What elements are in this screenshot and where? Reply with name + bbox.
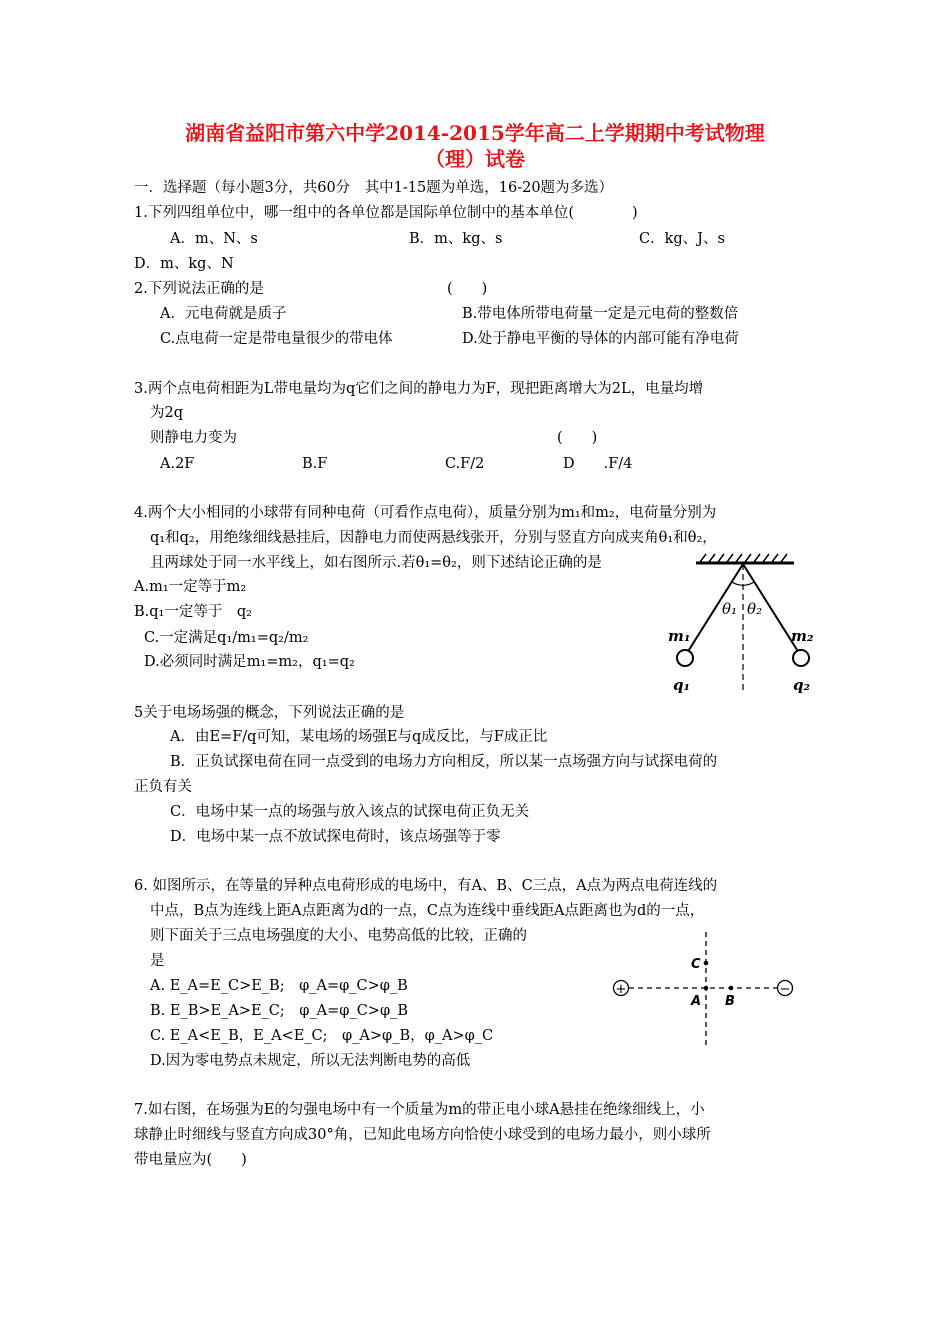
q4-stem-line2: q₁和q₂，用绝缘细线悬挂后，因静电力而使两悬线张开，分别与竖直方向成夹角θ₁和θ₂， — [150, 530, 717, 546]
q6-dipole-figure — [605, 930, 805, 1050]
q6-option-c: C. E_A<E_B，E_A<E_C; φ_A>φ_B，φ_A>φ_C — [150, 1028, 494, 1044]
q2-option-a: A．元电荷就是质子 — [160, 306, 287, 322]
q3-stem-line2: 为2q — [150, 405, 184, 421]
q2-option-d: D.处于静电平衡的导体的内部可能有净电荷 — [462, 331, 739, 347]
q6-stem-line1: 6. 如图所示，在等量的异种点电荷形成的电场中，有A、B、C三点，A点为两点电荷连线的 — [134, 878, 718, 894]
q5-option-c: C．电场中某一点的场强与放入该点的试探电荷正负无关 — [170, 804, 530, 820]
label-theta2: θ₂ — [747, 600, 763, 618]
label-b: B — [725, 994, 735, 1009]
label-a: A — [691, 994, 702, 1009]
q5-option-a: A．由E=F/q可知，某电场的场强E与q成反比，与F成正比 — [170, 729, 548, 745]
q2-option-c: C.点电荷一定是带电量很少的带电体 — [160, 331, 393, 347]
q1-option-a: A．m、N、s — [170, 231, 258, 247]
q6-stem-line3: 则下面关于三点电场强度的大小、电势高低的比较，正确的 — [150, 928, 527, 944]
q1-option-b: B．m、kg、s — [409, 231, 503, 247]
point-b — [729, 986, 734, 991]
q6-option-b: B. E_B>E_A>E_C; φ_A=φ_C>φ_B — [150, 1003, 409, 1019]
q3-option-b: B.F — [302, 456, 328, 472]
q3-option-c: C.F/2 — [445, 456, 485, 472]
q2-option-b: B.带电体所带电荷量一定是元电荷的整数倍 — [462, 306, 739, 322]
q7-stem-line3: 带电量应为( ) — [134, 1152, 247, 1168]
q6-option-d: D.因为零电势点未规定，所以无法判断电势的高低 — [150, 1053, 471, 1069]
q6-stem-line2: 中点，B点为连线上距A点距离为d的一点，C点为连线中垂线距A点距离也为d的一点， — [150, 903, 705, 919]
q3-stem-line3: 则静电力变为 — [150, 430, 237, 446]
q5-option-b-line1: B．正负试探电荷在同一点受到的电场力方向相反，所以某一点场强方向与试探电荷的 — [170, 754, 718, 770]
point-c — [704, 961, 709, 966]
q5-stem: 5关于电场场强的概念，下列说法正确的是 — [134, 705, 405, 721]
q3-option-a: A.2F — [160, 456, 195, 472]
q5-option-b-line2: 正负有关 — [134, 779, 192, 795]
label-m2: m₂ — [791, 627, 814, 645]
q2-paren: ( ) — [447, 281, 488, 297]
q1-option-c: C．kg、J、s — [639, 231, 725, 247]
q7-stem-line1: 7.如右图，在场强为E的匀强电场中有一个质量为m的带正电小球A悬挂在绝缘细线上，小 — [134, 1102, 705, 1118]
q3-option-d: D .F/4 — [563, 456, 633, 472]
q4-option-d: D.必须同时满足m₁=m₂，q₁=q₂ — [144, 654, 355, 670]
q4-stem-line3: 且两球处于同一水平线上，如右图所示.若θ₁=θ₂，则下述结论正确的是 — [150, 555, 602, 571]
q4-pendulum-figure — [660, 550, 830, 705]
point-a — [704, 986, 709, 991]
angle-arc — [732, 582, 754, 585]
q3-stem-line1: 3.两个点电荷相距为L带电量均为q它们之间的静电力为F，现把距离增大为2L，电量均增 — [134, 381, 704, 397]
section-heading: 一．选择题（每小题3分，共60分 其中1-15题为单选，16-20题为多选） — [134, 180, 614, 196]
q2-stem: 2.下列说法正确的是 — [134, 281, 264, 297]
q3-paren: ( ) — [557, 430, 598, 446]
q4-option-c: C.一定满足q₁/m₁=q₂/m₂ — [144, 630, 309, 646]
q1-option-d: D．m、kg、N — [134, 256, 234, 272]
q4-option-a: A.m₁一定等于m₂ — [134, 579, 247, 595]
label-c: C — [691, 957, 701, 972]
label-theta1: θ₁ — [722, 600, 738, 618]
label-q2: q₂ — [793, 676, 811, 694]
q6-stem-line4: 是 — [150, 953, 165, 969]
label-m1: m₁ — [668, 627, 691, 645]
q7-stem-line2: 球静止时细线与竖直方向成30°角，已知此电场方向恰使小球受到的电场力最小，则小球所 — [134, 1127, 711, 1143]
ceiling-hatch — [696, 554, 794, 563]
page-subtitle: （理）试卷 — [425, 147, 525, 171]
ball-right — [793, 650, 809, 666]
q1-stem: 1.下列四组单位中，哪一组中的各单位都是国际单位制中的基本单位( ) — [134, 205, 638, 221]
q4-stem-line1: 4.两个大小相同的小球带有同种电荷（可看作点电荷），质量分别为m₁和m₂，电荷量分别为 — [134, 505, 717, 521]
ball-left — [677, 650, 693, 666]
q6-option-a: A. E_A=E_C>E_B; φ_A=φ_C>φ_B — [150, 978, 408, 994]
label-q1: q₁ — [673, 676, 691, 694]
q5-option-d: D．电场中某一点不放试探电荷时，该点场强等于零 — [170, 829, 501, 845]
positive-sign: + — [615, 982, 627, 997]
q4-option-b: B.q₁一定等于 q₂ — [134, 604, 252, 620]
page-title: 湖南省益阳市第六中学2014-2015学年高二上学期期中考试物理 — [185, 121, 765, 145]
negative-sign: − — [779, 982, 791, 997]
